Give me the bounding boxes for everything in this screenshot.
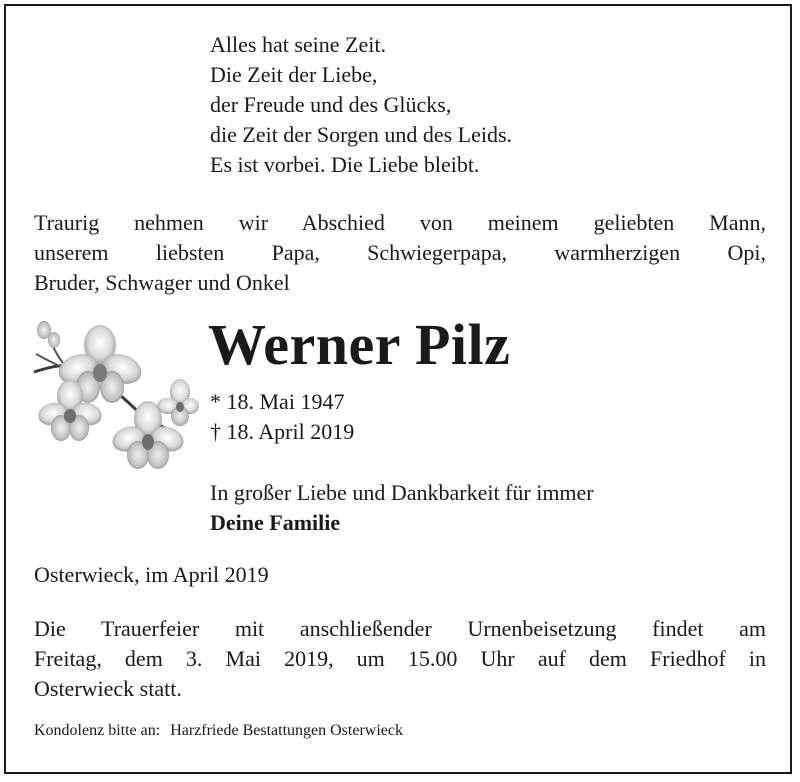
intro-line: Bruder, Schwager und Onkel (34, 270, 290, 295)
life-dates (210, 387, 354, 447)
intro-text (34, 208, 766, 298)
poem-line: Alles hat seine Zeit. (210, 32, 386, 57)
condolence (34, 720, 403, 742)
intro-line: Traurig nehmen wir Abschied von meinem geliebten Mann, (34, 210, 766, 235)
closing (210, 478, 594, 538)
orchid-branch-icon (30, 312, 200, 487)
condolence-label: Kondolenz bitte an: (34, 722, 161, 739)
poem (210, 30, 512, 180)
birth-date: * 18. Mai 1947 (210, 389, 345, 414)
poem-line: Es ist vorbei. Die Liebe bleibt. (210, 152, 480, 177)
condolence-recipient: Harzfriede Bestattungen Osterwieck (170, 722, 403, 739)
funeral-line: Osterwieck statt. (34, 676, 182, 701)
place-date: Osterwieck, im April 2019 (34, 562, 269, 587)
poem-line: die Zeit der Sorgen und des Leids. (210, 122, 513, 147)
poem-line: der Freude und des Glücks, (210, 92, 452, 117)
closing-line: In großer Liebe und Dankbarkeit für immer (210, 480, 594, 505)
deceased-name: Werner Pilz (208, 312, 511, 377)
poem-line: Die Zeit der Liebe, (210, 62, 378, 87)
funeral-info (34, 614, 766, 704)
funeral-line: Freitag, dem 3. Mai 2019, um 15.00 Uhr auf dem Friedhof in (34, 646, 766, 671)
intro-line: unserem liebsten Papa, Schwiegerpapa, warmherzigen Opi, (34, 240, 766, 265)
signature: Deine Familie (210, 510, 341, 535)
funeral-line: Die Trauerfeier mit anschließender Urnenbeisetzung findet am (34, 616, 766, 641)
death-date: † 18. April 2019 (210, 419, 355, 444)
